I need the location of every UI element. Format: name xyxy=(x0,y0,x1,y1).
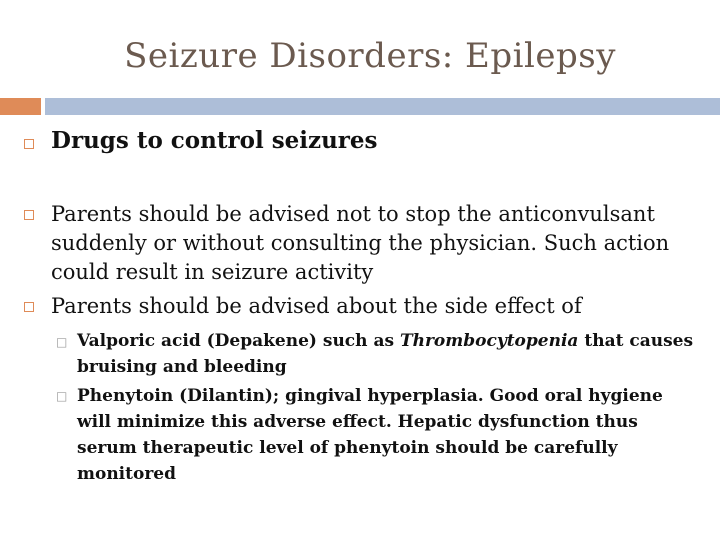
slide-heading: Drugs to control seizures xyxy=(51,127,378,154)
sub-bullet-text-1 xyxy=(77,328,697,380)
sub-bullet-icon: □ xyxy=(56,335,68,349)
sub-bullet-icon: □ xyxy=(56,389,68,403)
accent-bar-blue xyxy=(45,98,720,115)
sub1-text-end: that causes bruising and bleeding xyxy=(77,331,694,377)
bullet-square-icon xyxy=(24,210,34,220)
bullet-square-icon xyxy=(24,302,34,312)
sub1-italic-term: Thrombocytopenia xyxy=(399,331,579,351)
slide-title: Seizure Disorders: Epilepsy xyxy=(124,36,616,76)
bullet-text-1: Parents should be advised not to stop the anticonvulsant suddenly or without consulting the physician. Such action could result in seizure activity xyxy=(51,202,670,284)
bullet-square-icon xyxy=(24,139,34,149)
sub-bullet-text-2: Phenytoin (Dilantin); gingival hyperplasia. Good oral hygiene will minimize this adverse effect. Hepatic dysfunction thus serum therapeutic level of phenytoin should be carefully monitored xyxy=(77,386,663,484)
sub1-text-start: Valporic acid (Depakene) such as xyxy=(77,331,400,351)
accent-bar-orange xyxy=(0,98,41,115)
bullet-text-2: Parents should be advised about the side effect of xyxy=(51,294,582,318)
